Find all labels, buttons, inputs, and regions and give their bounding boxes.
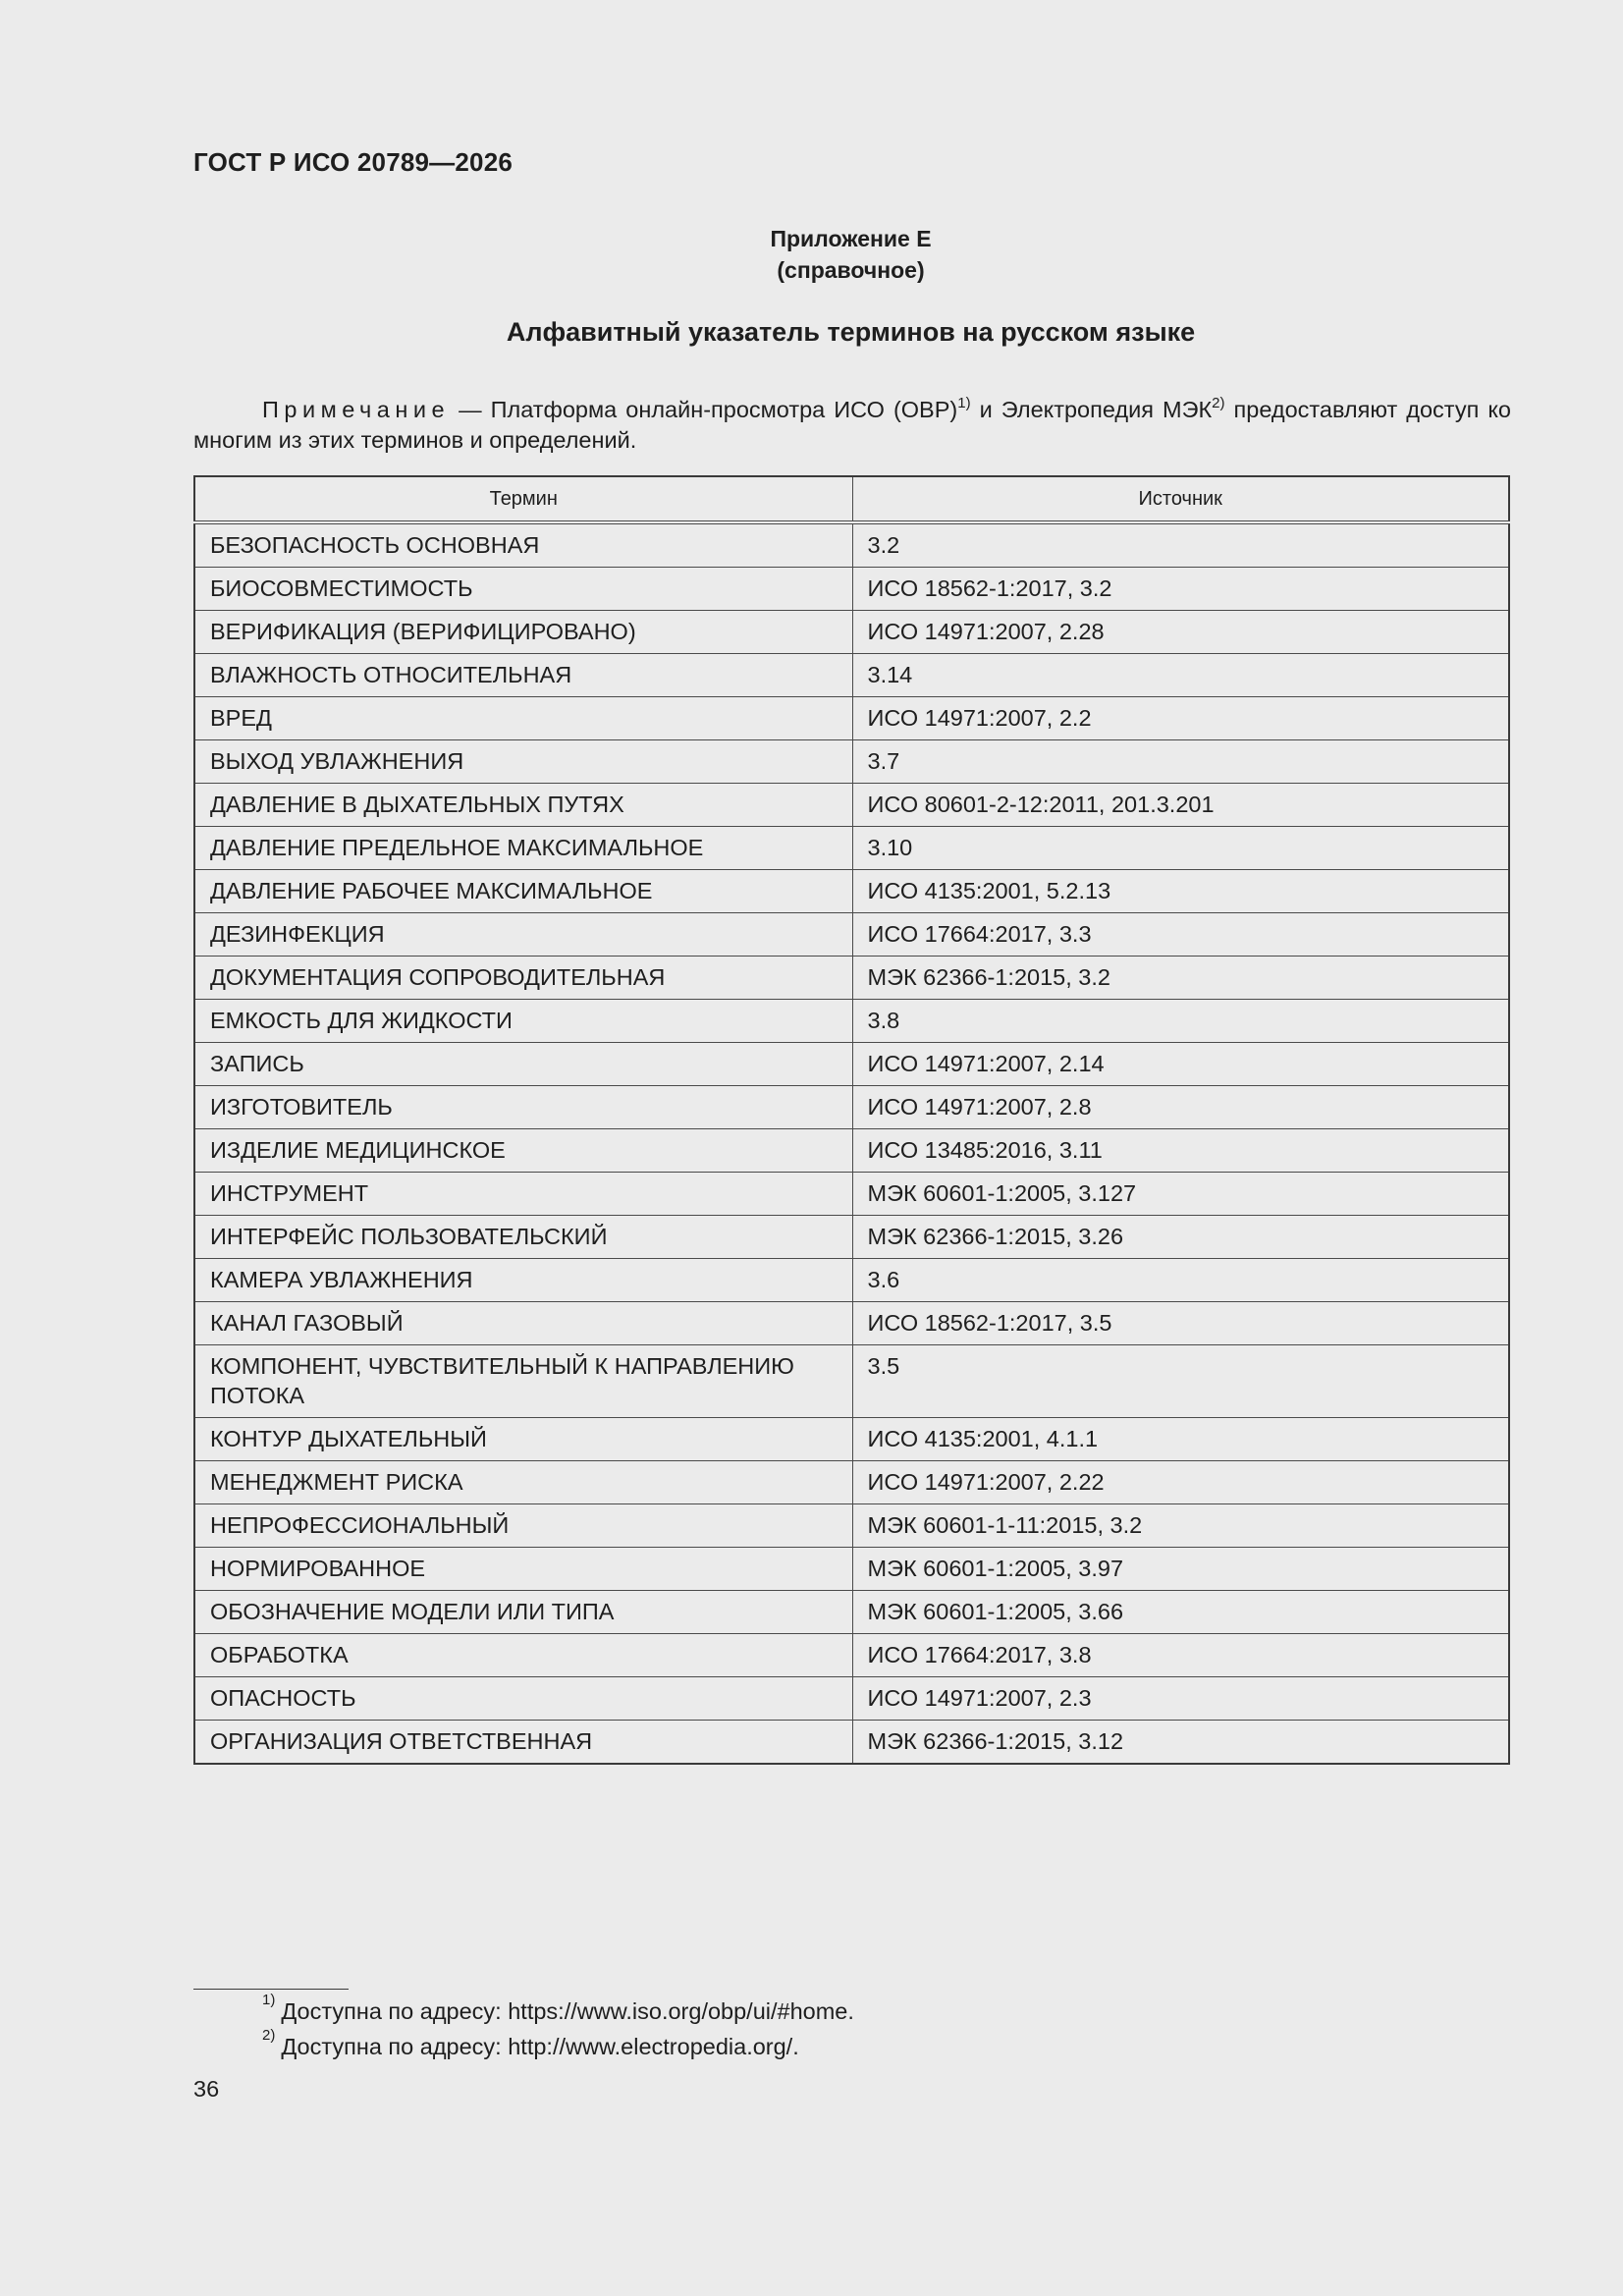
note-text-1: Платформа онлайн-просмотра ИСО (OBP) (490, 397, 958, 422)
term-cell: КАНАЛ ГАЗОВЫЙ (194, 1302, 852, 1345)
table-row (194, 1591, 1509, 1634)
source-cell: ИСО 14971:2007, 2.8 (852, 1086, 1509, 1129)
term-cell: НЕПРОФЕССИОНАЛЬНЫЙ (194, 1504, 852, 1548)
term-cell: ВЕРИФИКАЦИЯ (ВЕРИФИЦИРОВАНО) (194, 611, 852, 654)
term-cell: ОБОЗНАЧЕНИЕ МОДЕЛИ ИЛИ ТИПА (194, 1591, 852, 1634)
footnote-mark-1: 1) (262, 1992, 276, 2008)
table-row (194, 1173, 1509, 1216)
source-cell: 3.14 (852, 654, 1509, 697)
source-cell: ИСО 14971:2007, 2.14 (852, 1043, 1509, 1086)
term-cell: ОПАСНОСТЬ (194, 1677, 852, 1721)
table-row (194, 1043, 1509, 1086)
term-cell: КОМПОНЕНТ, ЧУВСТВИТЕЛЬНЫЙ К НАПРАВЛЕНИЮ ПОТОКА (194, 1345, 852, 1418)
table-row (194, 913, 1509, 957)
source-cell: ИСО 4135:2001, 5.2.13 (852, 870, 1509, 913)
table-row (194, 1504, 1509, 1548)
term-cell: ДАВЛЕНИЕ В ДЫХАТЕЛЬНЫХ ПУТЯХ (194, 784, 852, 827)
source-cell: ИСО 17664:2017, 3.3 (852, 913, 1509, 957)
term-cell: ЕМКОСТЬ ДЛЯ ЖИДКОСТИ (194, 1000, 852, 1043)
table-header-row (194, 476, 1509, 522)
table-row (194, 522, 1509, 568)
source-cell: 3.6 (852, 1259, 1509, 1302)
source-cell: ИСО 80601-2-12:2011, 201.3.201 (852, 784, 1509, 827)
table-row (194, 1129, 1509, 1173)
term-cell: ИНТЕРФЕЙС ПОЛЬЗОВАТЕЛЬСКИЙ (194, 1216, 852, 1259)
footnote-mark-2: 2) (262, 2027, 276, 2044)
source-cell: МЭК 62366-1:2015, 3.12 (852, 1721, 1509, 1765)
terms-table-body (194, 522, 1509, 1764)
table-row (194, 1721, 1509, 1765)
term-cell: МЕНЕДЖМЕНТ РИСКА (194, 1461, 852, 1504)
term-cell: ИЗГОТОВИТЕЛЬ (194, 1086, 852, 1129)
term-cell: БИОСОВМЕСТИМОСТЬ (194, 568, 852, 611)
table-row (194, 1345, 1509, 1418)
term-cell: ДАВЛЕНИЕ ПРЕДЕЛЬНОЕ МАКСИМАЛЬНОЕ (194, 827, 852, 870)
term-cell: ЗАПИСЬ (194, 1043, 852, 1086)
term-cell: КАМЕРА УВЛАЖНЕНИЯ (194, 1259, 852, 1302)
page-number: 36 (193, 2076, 220, 2102)
table-row (194, 1634, 1509, 1677)
source-cell: ИСО 14971:2007, 2.28 (852, 611, 1509, 654)
note-paragraph (193, 395, 1511, 456)
source-cell: МЭК 60601-1:2005, 3.127 (852, 1173, 1509, 1216)
term-cell: КОНТУР ДЫХАТЕЛЬНЫЙ (194, 1418, 852, 1461)
source-cell: ИСО 14971:2007, 2.3 (852, 1677, 1509, 1721)
table-row (194, 568, 1509, 611)
source-cell: МЭК 60601-1:2005, 3.66 (852, 1591, 1509, 1634)
source-cell: ИСО 14971:2007, 2.2 (852, 697, 1509, 740)
term-cell: ОРГАНИЗАЦИЯ ОТВЕТСТВЕННАЯ (194, 1721, 852, 1765)
term-cell: ИНСТРУМЕНТ (194, 1173, 852, 1216)
term-cell: ИЗДЕЛИЕ МЕДИЦИНСКОЕ (194, 1129, 852, 1173)
source-cell: ИСО 18562-1:2017, 3.5 (852, 1302, 1509, 1345)
source-cell: МЭК 60601-1-11:2015, 3.2 (852, 1504, 1509, 1548)
note-text-2: и Электропедия МЭК (970, 397, 1213, 422)
table-row (194, 784, 1509, 827)
term-cell: ВЛАЖНОСТЬ ОТНОСИТЕЛЬНАЯ (194, 654, 852, 697)
table-row (194, 1259, 1509, 1302)
term-cell: ДОКУМЕНТАЦИЯ СОПРОВОДИТЕЛЬНАЯ (194, 957, 852, 1000)
term-cell: ВЫХОД УВЛАЖНЕНИЯ (194, 740, 852, 784)
term-cell: ОБРАБОТКА (194, 1634, 852, 1677)
source-cell: МЭК 62366-1:2015, 3.2 (852, 957, 1509, 1000)
source-cell: 3.8 (852, 1000, 1509, 1043)
footnote-separator (193, 1989, 349, 1990)
document-header: ГОСТ Р ИСО 20789—2026 (193, 147, 514, 177)
term-cell: ДАВЛЕНИЕ РАБОЧЕЕ МАКСИМАЛЬНОЕ (194, 870, 852, 913)
term-cell: БЕЗОПАСНОСТЬ ОСНОВНАЯ (194, 522, 852, 568)
source-cell: ИСО 17664:2017, 3.8 (852, 1634, 1509, 1677)
table-row (194, 611, 1509, 654)
table-row (194, 697, 1509, 740)
footnote-2 (262, 2027, 799, 2060)
terms-table (193, 475, 1510, 1765)
term-cell: ДЕЗИНФЕКЦИЯ (194, 913, 852, 957)
appendix-title: Приложение Е (770, 226, 932, 251)
column-header-source: Источник (852, 476, 1509, 522)
table-row (194, 1677, 1509, 1721)
source-cell: 3.7 (852, 740, 1509, 784)
footnote-1 (262, 1992, 854, 2025)
source-cell: 3.2 (852, 522, 1509, 568)
source-cell: ИСО 14971:2007, 2.22 (852, 1461, 1509, 1504)
footnote-ref-1: 1) (957, 395, 971, 411)
table-row (194, 870, 1509, 913)
table-row (194, 654, 1509, 697)
table-row (194, 1418, 1509, 1461)
note-text-3: предоставляют доступ ко многим из этих терминов и определений. (193, 397, 1511, 453)
table-row (194, 1302, 1509, 1345)
source-cell: МЭК 62366-1:2015, 3.26 (852, 1216, 1509, 1259)
footnote-text-2: Доступна по адресу: http://www.electropedia.org/. (281, 2034, 799, 2059)
source-cell: ИСО 4135:2001, 4.1.1 (852, 1418, 1509, 1461)
table-row (194, 1000, 1509, 1043)
table-row (194, 957, 1509, 1000)
note-dash: — (450, 397, 491, 422)
source-cell: ИСО 18562-1:2017, 3.2 (852, 568, 1509, 611)
term-cell: ВРЕД (194, 697, 852, 740)
table-row (194, 1461, 1509, 1504)
source-cell: МЭК 60601-1:2005, 3.97 (852, 1548, 1509, 1591)
table-row (194, 1086, 1509, 1129)
source-cell: ИСО 13485:2016, 3.11 (852, 1129, 1509, 1173)
table-row (194, 827, 1509, 870)
source-cell: 3.10 (852, 827, 1509, 870)
column-header-term: Термин (194, 476, 852, 522)
table-row (194, 1548, 1509, 1591)
footnote-ref-2: 2) (1212, 395, 1225, 411)
table-row (194, 740, 1509, 784)
source-cell: 3.5 (852, 1345, 1509, 1418)
footnote-text-1: Доступна по адресу: https://www.iso.org/obp/ui/#home. (281, 1998, 854, 2024)
term-cell: НОРМИРОВАННОЕ (194, 1548, 852, 1591)
note-label: Примечание (262, 397, 451, 422)
table-row (194, 1216, 1509, 1259)
index-heading: Алфавитный указатель терминов на русском языке (506, 317, 1196, 347)
appendix-type: (справочное) (777, 257, 925, 283)
